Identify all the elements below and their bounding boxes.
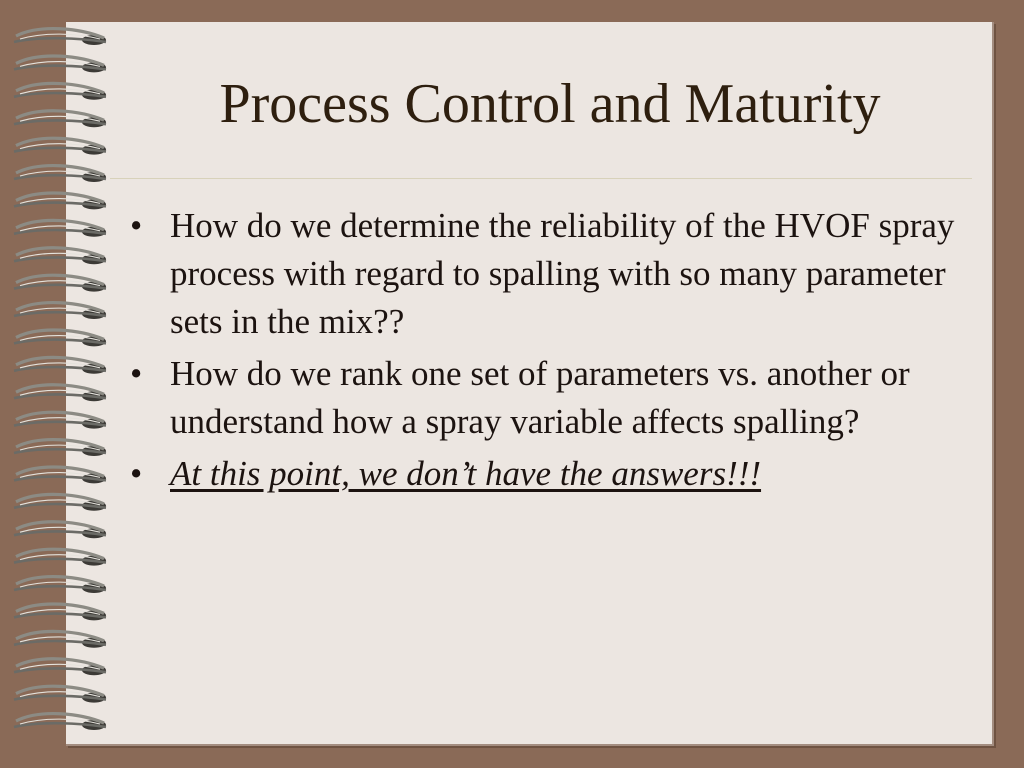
binding-ring (14, 29, 106, 45)
binding-ring (14, 631, 106, 647)
bullet-marker: • (130, 354, 143, 393)
binding-ring (14, 412, 106, 428)
binding-ring (14, 604, 106, 620)
binding-ring (14, 549, 106, 565)
binding-ring (14, 330, 106, 346)
bullet-item-1 (130, 202, 970, 346)
binding-ring (14, 385, 106, 401)
binding-ring (14, 166, 106, 182)
binding-ring (14, 494, 106, 510)
binding-ring (14, 467, 106, 483)
binding-ring (14, 440, 106, 456)
binding-ring (14, 686, 106, 702)
binding-ring (14, 111, 106, 127)
bullet-marker: • (130, 454, 143, 493)
binding-ring (14, 659, 106, 675)
slide-title: Process Control and Maturity (219, 73, 881, 135)
bullet-item-3 (130, 450, 970, 498)
binding-ring (14, 138, 106, 154)
binding-ring (14, 714, 106, 730)
binding-ring (14, 83, 106, 99)
binding-ring (14, 522, 106, 538)
bullet-text-emphasis: At this point, we don’t have the answers!!! (170, 454, 762, 493)
bullet-marker: • (130, 206, 143, 245)
bullet-list (130, 202, 970, 502)
binding-ring (14, 357, 106, 373)
binding-ring (14, 56, 106, 72)
binding-ring (14, 275, 106, 291)
binding-ring (14, 303, 106, 319)
bullet-item-2 (130, 350, 970, 446)
bullet-text: How do we determine the reliability of the HVOF spray process with regard to spalling with so many parameter sets in the mix?? (170, 206, 955, 341)
binding-ring (14, 193, 106, 209)
bullet-text: How do we rank one set of parameters vs. another or understand how a spray variable affects spalling? (170, 354, 910, 441)
binding-ring (14, 220, 106, 236)
title-divider (110, 178, 972, 179)
binding-ring (14, 248, 106, 264)
binding-ring (14, 577, 106, 593)
spiral-binding-icon (10, 22, 120, 748)
